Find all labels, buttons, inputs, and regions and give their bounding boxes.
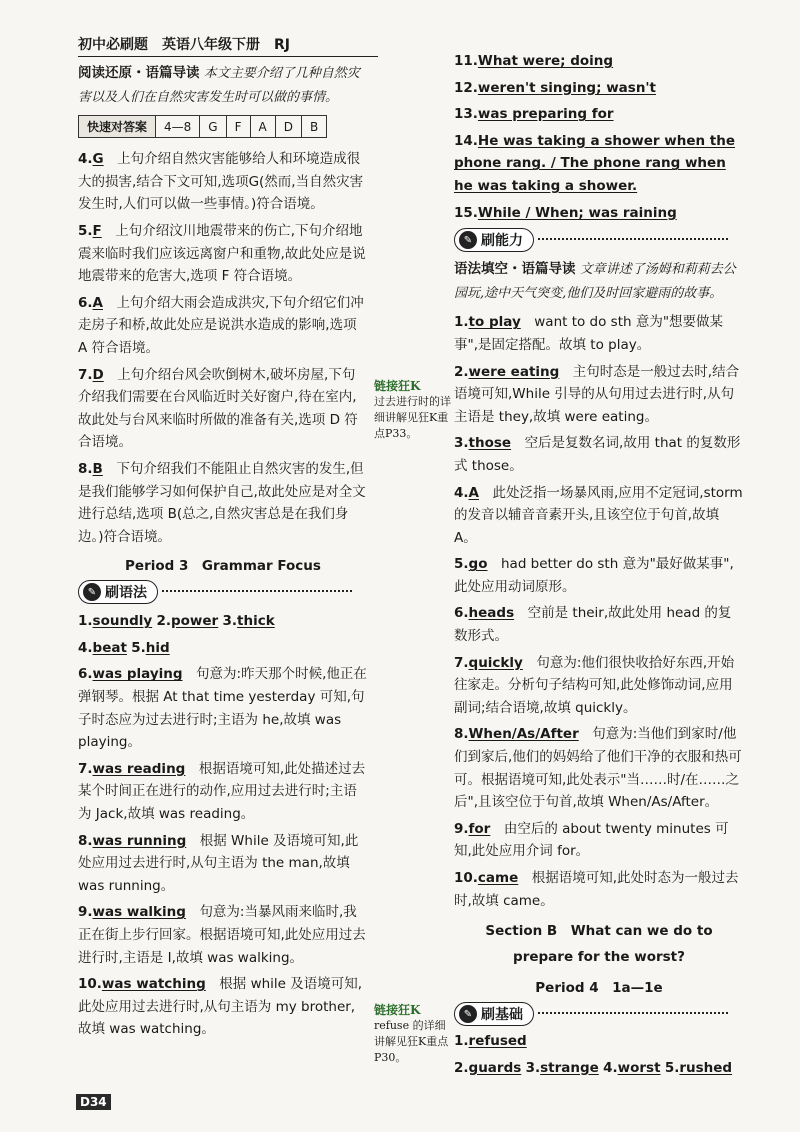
page-header: 初中必刷题 英语八年级下册 RJ — [78, 34, 378, 57]
quick-answer-cell: D — [275, 116, 301, 138]
item-number: 3. — [454, 435, 469, 452]
item-number: 12. — [454, 79, 478, 96]
quick-answer-label: 快速对答案 — [79, 116, 156, 138]
item-answer: rushed — [679, 1059, 733, 1076]
item-number: 3. — [525, 1059, 541, 1076]
item-answer: power — [170, 613, 219, 630]
item-explanation: 上句介绍汶川地震带来的伤亡,下句介绍地震来临时我们应该远离窗户和重物,故此处应是说地震带来的危害大,选项 F 符合语境。 — [78, 222, 366, 285]
answer-item — [454, 553, 744, 598]
quick-answer-cell: 4—8 — [156, 116, 200, 138]
answer-item — [78, 758, 368, 826]
grammar-badge-label: 刷语法 — [105, 585, 147, 602]
item-answer: thick — [237, 613, 275, 630]
ability-badge-label: 刷能力 — [481, 233, 523, 250]
item-number: 10. — [454, 870, 478, 886]
item-explanation: 根据语境可知,此处时态为一般过去时,故填 came。 — [454, 870, 739, 909]
quick-answer-cell: F — [226, 116, 250, 138]
item-number: 2. — [454, 1059, 469, 1076]
answer-item — [454, 50, 744, 73]
section-badge-row — [454, 1002, 744, 1026]
answer-item — [454, 482, 744, 550]
item-answer: was playing — [92, 666, 183, 683]
item-answer: weren't singing; wasn't — [477, 79, 657, 96]
side-note-title: 链接狂K — [374, 1003, 421, 1017]
item-number: 1. — [454, 314, 469, 331]
answer-item — [454, 311, 744, 356]
item-number: 8. — [454, 726, 469, 743]
item-answer: was walking — [92, 904, 186, 921]
answer-item — [454, 202, 744, 225]
item-explanation: 根据语境可知,此处描述过去某个时间正在进行的动作,应用过去进行时;主语为 Jack,故填 was reading。 — [78, 760, 366, 823]
item-answer: was watching — [101, 976, 206, 993]
item-answer: came — [477, 870, 519, 886]
item-number: 5. — [131, 639, 146, 656]
item-number: 6. — [78, 666, 93, 683]
item-number: 13. — [454, 106, 478, 123]
section-badge-row — [78, 580, 368, 604]
answer-item — [78, 830, 368, 898]
answer-item — [78, 220, 368, 288]
dotted-divider — [162, 590, 352, 592]
item-answer: D — [92, 366, 104, 383]
answer-item — [78, 292, 368, 360]
basics-badge-label: 刷基础 — [481, 1007, 523, 1024]
item-number: 3. — [222, 613, 238, 630]
reading-intro-label: 阅读还原・语篇导读 — [78, 65, 200, 81]
side-note — [374, 1002, 452, 1066]
reading-intro — [78, 62, 368, 109]
quick-answer-cell: A — [250, 116, 275, 138]
answer-item — [454, 652, 744, 720]
item-explanation: had better do sth 意为"最好做某事",此处应用动词原形。 — [454, 556, 734, 595]
item-number: 11. — [454, 53, 478, 69]
side-note-title: 链接狂K — [374, 379, 421, 393]
side-note-text: refuse 的详细讲解见狂K重点P30。 — [374, 1019, 449, 1064]
side-note — [374, 378, 452, 442]
section-badge-row — [454, 228, 744, 252]
item-explanation: 根据 While 及语境可知,此处应用过去进行时,从句主语为 the man,故填 was running。 — [78, 832, 359, 894]
item-answer: G — [92, 151, 104, 168]
quick-answer-cell: G — [200, 116, 226, 138]
left-column — [78, 62, 368, 1045]
item-explanation: 句意为:当暴风雨来临时,我正在街上步行回家。根据语境可知,此处应用过去进行时,主语是 I,故填 was walking。 — [78, 904, 366, 966]
item-explanation: 主句时态是一般过去时,结合语境可知,While 引导的从句用过去进行时,从句主语是 they,故填 were eating。 — [454, 363, 740, 425]
item-answer: F — [92, 222, 102, 239]
item-answer: He was taking a shower when the phone rang. / The phone rang when he was taking a shower. — [454, 132, 736, 194]
answer-item — [78, 901, 368, 969]
item-answer: was reading — [92, 760, 186, 777]
item-number: 6. — [454, 605, 469, 622]
answer-item — [78, 364, 368, 454]
item-answer: were eating — [468, 363, 560, 380]
item-number: 7. — [78, 760, 93, 777]
item-answer: A — [468, 484, 479, 501]
answer-item — [78, 458, 368, 548]
cloze-intro-label: 语法填空・语篇导读 — [454, 261, 576, 278]
item-answer: worst — [617, 1059, 661, 1076]
ability-badge — [454, 228, 534, 252]
item-answer: soundly — [92, 613, 153, 630]
answer-item — [454, 103, 744, 126]
item-number: 7. — [78, 366, 93, 383]
item-answer: A — [92, 294, 103, 311]
quick-answer-cell: B — [301, 116, 326, 138]
item-number: 4. — [78, 151, 93, 168]
item-answer: for — [468, 820, 491, 837]
item-explanation: 空后是复数名词,故用 that 的复数形式 those。 — [454, 435, 741, 474]
item-number: 5. — [454, 556, 469, 573]
answer-line — [78, 610, 368, 633]
item-number: 4. — [454, 484, 469, 501]
answer-item — [78, 973, 368, 1041]
item-number: 2. — [454, 363, 469, 380]
dotted-divider — [538, 1012, 728, 1014]
item-explanation: 上句介绍大雨会造成洪灾,下句介绍它们冲走房子和桥,故此处应是说洪水造成的影响,选项 A 符合语境。 — [78, 294, 364, 356]
item-explanation: want to do sth 意为"想要做某事",是固定搭配。故填 to play。 — [454, 314, 724, 353]
period-title: Period 3 Grammar Focus — [125, 558, 321, 575]
grammar-badge — [78, 580, 158, 604]
item-number: 8. — [78, 460, 93, 477]
answer-item — [454, 867, 744, 912]
right-column — [454, 50, 744, 1083]
item-answer: strange — [540, 1059, 599, 1076]
pen-icon: ✎ — [459, 1005, 477, 1023]
period-title: Period 4 1a—1e — [535, 980, 663, 997]
answer-item — [454, 432, 744, 477]
item-explanation: 上句介绍自然灾害能够给人和环境造成很大的损害,结合下文可知,选项G(然而,当自然灾害发生时,人们可以做一些事情。)符合语境。 — [78, 151, 364, 213]
answer-item — [454, 602, 744, 647]
item-number: 9. — [454, 820, 469, 837]
answer-line — [78, 637, 368, 660]
item-number: 2. — [156, 613, 171, 630]
item-answer: guards — [468, 1059, 522, 1076]
item-answer: those — [468, 435, 512, 452]
item-explanation: 下句介绍我们不能阻止自然灾害的发生,但是我们能够学习如何保护自己,故此处应是对全文进行总结,选项 B(总之,自然灾害总是在我们身边。)符合语境。 — [78, 460, 366, 545]
answer-item — [454, 723, 744, 813]
item-explanation: 根据 while 及语境可知,此处应用过去进行时,从句主语为 my brother,故填 was watching。 — [78, 976, 363, 1038]
cloze-intro-text: 文章讲述了汤姆和莉莉去公园玩,途中天气突变,他们及时回家避雨的故事。 — [454, 262, 736, 301]
reading-intro-text: 本文主要介绍了几种自然灾害以及人们在自然灾害发生时可以做的事情。 — [78, 66, 360, 105]
item-explanation: 句意为:他们很快收拾好东西,开始往家走。分析句子结构可知,此处修饰动词,应用副词;结合语境,故填 quickly。 — [454, 654, 735, 716]
item-explanation: 句意为:当他们到家时/他们到家后,他们的妈妈给了他们干净的衣服和热可可。根据语境可知,此处表示"当……时/在……之后",且该空位于句首,故填 When/As/After。 — [454, 726, 742, 811]
answer-line — [454, 1057, 744, 1080]
item-number: 6. — [78, 294, 93, 311]
page-number: D34 — [76, 1094, 111, 1110]
item-answer: beat — [92, 639, 127, 656]
item-answer: was running — [92, 832, 187, 849]
item-explanation: 空前是 their,故此处用 head 的复数形式。 — [454, 605, 732, 645]
item-number: 7. — [454, 654, 469, 671]
pen-icon: ✎ — [83, 583, 101, 601]
dotted-divider — [538, 238, 728, 240]
item-number: 4. — [78, 639, 93, 656]
item-explanation: 上句介绍台风会吹倒树木,破坏房屋,下句介绍我们需要在台风临近时关好窗户,待在室内,故此处与台风来临时所做的准备有关,选项 D 符合语境。 — [78, 366, 358, 451]
answer-item — [78, 663, 368, 753]
item-answer: heads — [468, 605, 515, 622]
item-answer: refused — [468, 1033, 527, 1050]
item-explanation: 此处泛指一场暴风雨,应用不定冠词,storm 的发音以辅音音素开头,且该空位于句首,故填 A。 — [454, 484, 743, 546]
item-answer: hid — [145, 639, 170, 656]
cloze-intro — [454, 258, 744, 305]
pen-icon: ✎ — [459, 231, 477, 249]
item-answer: to play — [468, 314, 521, 331]
item-answer: go — [468, 556, 488, 573]
item-answer: quickly — [468, 654, 523, 671]
item-number: 5. — [664, 1059, 680, 1076]
quick-answer-table — [78, 115, 327, 138]
item-number: 8. — [78, 832, 93, 849]
item-answer: B — [92, 460, 103, 477]
item-answer: While / When; was raining — [477, 204, 677, 221]
item-number: 9. — [78, 904, 93, 921]
answer-item — [78, 148, 368, 216]
answer-item — [454, 130, 744, 198]
answer-item — [454, 818, 744, 863]
section-title: Section B What can we do to prepare for the worst? — [485, 923, 713, 966]
item-number: 1. — [78, 613, 93, 630]
item-number: 4. — [603, 1059, 618, 1076]
answer-line — [454, 1030, 744, 1053]
side-note-text: 过去进行时的详细讲解见狂K重点P33。 — [374, 395, 451, 440]
item-answer: What were; doing — [477, 53, 614, 69]
item-answer: When/As/After — [468, 726, 579, 743]
item-explanation: 句意为:昨天那个时候,他正在弹钢琴。根据 At that time yesterday 可知,句子时态应为过去进行时;主语为 he,故填 was playing。 — [78, 666, 367, 751]
item-number: 10. — [78, 976, 102, 993]
item-number: 15. — [454, 204, 478, 221]
item-number: 5. — [78, 222, 93, 239]
item-explanation: 由空后的 about twenty minutes 可知,此处应用介词 for。 — [454, 820, 729, 860]
answer-item — [454, 361, 744, 429]
item-number: 14. — [454, 132, 478, 149]
item-number: 1. — [454, 1033, 469, 1050]
basics-badge — [454, 1002, 534, 1026]
answer-item — [454, 77, 744, 100]
item-answer: was preparing for — [477, 106, 614, 123]
